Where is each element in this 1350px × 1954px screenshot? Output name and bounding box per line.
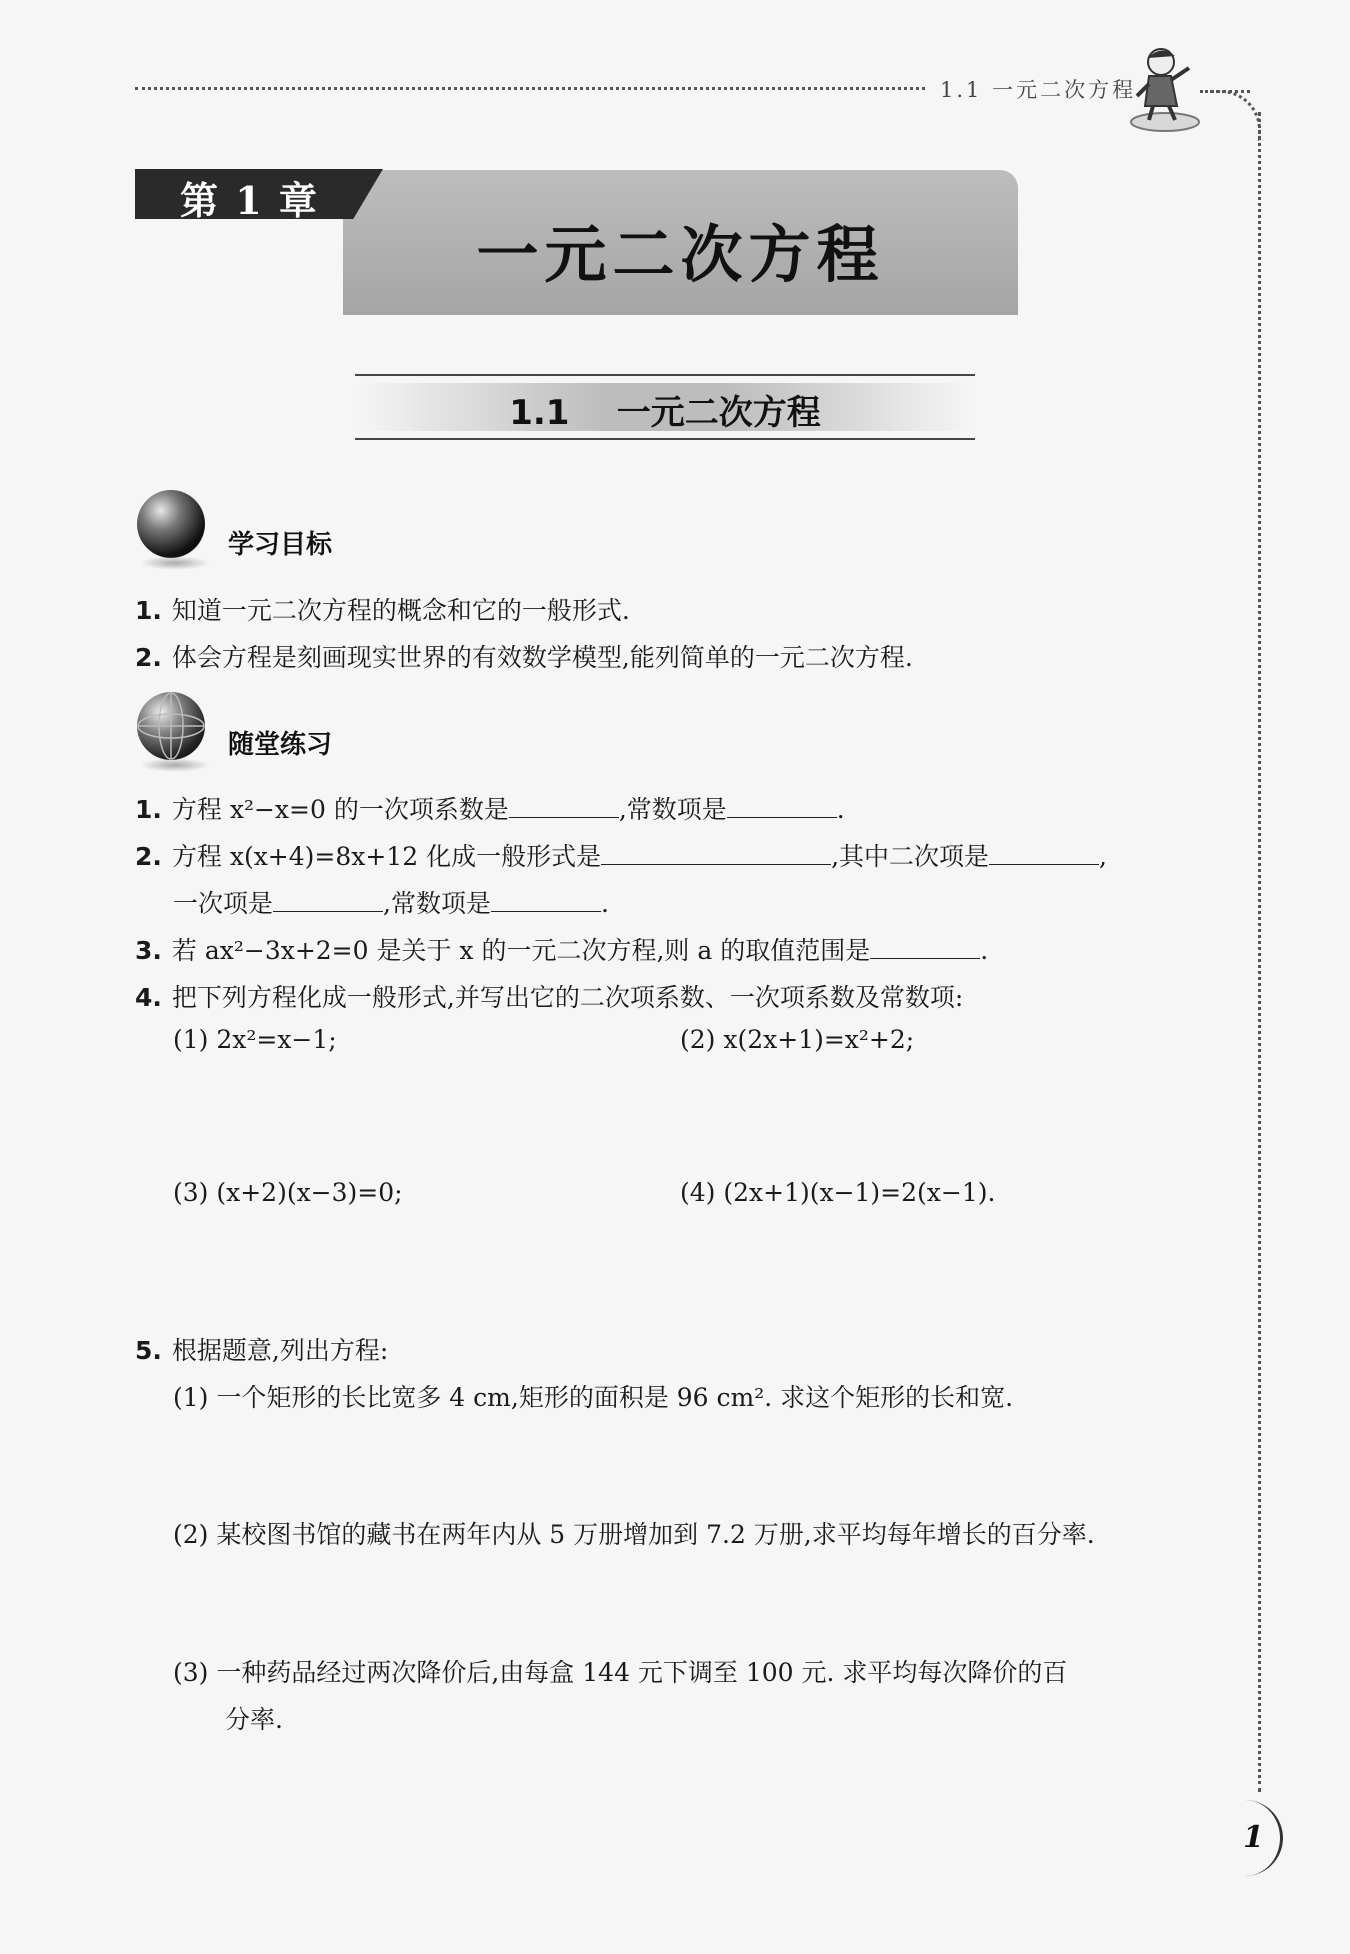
question-5-part: (1) 一个矩形的长比宽多 4 cm,矩形的面积是 96 cm². 求这个矩形的长和宽. — [173, 1383, 1014, 1412]
answer-blank[interactable] — [727, 795, 837, 818]
question-2-cont — [173, 884, 609, 920]
sphere-shadow — [140, 556, 210, 570]
goal-text: 体会方程是刻画现实世界的有效数学模型,能列简单的一元二次方程. — [171, 643, 913, 672]
answer-blank[interactable] — [601, 842, 831, 865]
question-5-part: (3) 一种药品经过两次降价后,由每盒 144 元下调至 100 元. 求平均每次降价的百 — [173, 1658, 1068, 1687]
margin-dotted-rule — [1258, 112, 1261, 1792]
mascot-icon — [1125, 44, 1205, 134]
goal-item — [135, 638, 913, 674]
question-text: ,其中二次项是 — [831, 842, 990, 871]
question-text: 把下列方程化成一般形式,并写出它的二次项系数、一次项系数及常数项: — [171, 983, 964, 1012]
globe-icon — [137, 692, 205, 760]
sphere-icon — [137, 490, 205, 558]
question-text: ,常数项是 — [383, 889, 491, 918]
question-text: 一次项是 — [173, 889, 274, 918]
question-5-part-cont: 分率. — [225, 1705, 283, 1734]
question-number: 3. — [135, 936, 162, 965]
answer-blank[interactable] — [870, 936, 980, 959]
question-text: 方程 x²−x=0 的一次项系数是 — [171, 795, 509, 824]
question-text: ,常数项是 — [618, 795, 727, 824]
question-4-part: (4) (2x+1)(x−1)=2(x−1). — [680, 1178, 996, 1207]
question-text: . — [836, 795, 845, 824]
question-4-part: (2) x(2x+1)=x²+2; — [680, 1025, 915, 1054]
question-number: 4. — [135, 983, 162, 1012]
answer-blank[interactable] — [509, 795, 619, 818]
header-dotted-rule — [135, 87, 925, 90]
globe-shadow — [140, 758, 210, 772]
question-2 — [135, 837, 1107, 873]
question-5-part: (2) 某校图书馆的藏书在两年内从 5 万册增加到 7.2 万册,求平均每年增长的百分率. — [173, 1520, 1095, 1549]
question-number: 5. — [135, 1336, 162, 1365]
question-text: 方程 x(x+4)=8x+12 化成一般形式是 — [171, 842, 602, 871]
question-5 — [135, 1331, 388, 1367]
goal-text: 知道一元二次方程的概念和它的一般形式. — [171, 596, 630, 625]
page-number: 1 — [1243, 1820, 1264, 1855]
question-text: 若 ax²−3x+2=0 是关于 x 的一元二次方程,则 a 的取值范围是 — [171, 936, 871, 965]
question-number: 2. — [135, 842, 162, 871]
margin-curve — [1210, 90, 1261, 141]
question-4-part: (1) 2x²=x−1; — [173, 1025, 337, 1054]
question-text: , — [1099, 842, 1107, 871]
question-number: 1. — [135, 795, 162, 824]
section-rule-top — [355, 374, 975, 376]
goal-number: 2. — [135, 643, 162, 672]
question-4-part: (3) (x+2)(x−3)=0; — [173, 1178, 403, 1207]
chapter-title: 一元二次方程 — [476, 218, 885, 291]
answer-blank[interactable] — [273, 889, 383, 912]
question-text: . — [600, 889, 609, 918]
section-rule-bottom — [355, 438, 975, 440]
practice-heading: 随堂练习 — [228, 730, 333, 760]
chapter-label: 第 1 章 — [180, 178, 319, 223]
learning-goals-heading: 学习目标 — [228, 530, 333, 560]
running-header: 1.1 一元二次方程 — [940, 78, 1137, 102]
section-title: 1.1 一元二次方程 — [509, 393, 821, 433]
goal-item — [135, 591, 630, 627]
question-text: . — [980, 936, 989, 965]
question-3 — [135, 931, 988, 967]
answer-blank[interactable] — [989, 842, 1099, 865]
question-text: 根据题意,列出方程: — [171, 1336, 389, 1365]
answer-blank[interactable] — [491, 889, 601, 912]
question-1 — [135, 790, 845, 826]
goal-number: 1. — [135, 596, 162, 625]
question-4 — [135, 978, 963, 1014]
